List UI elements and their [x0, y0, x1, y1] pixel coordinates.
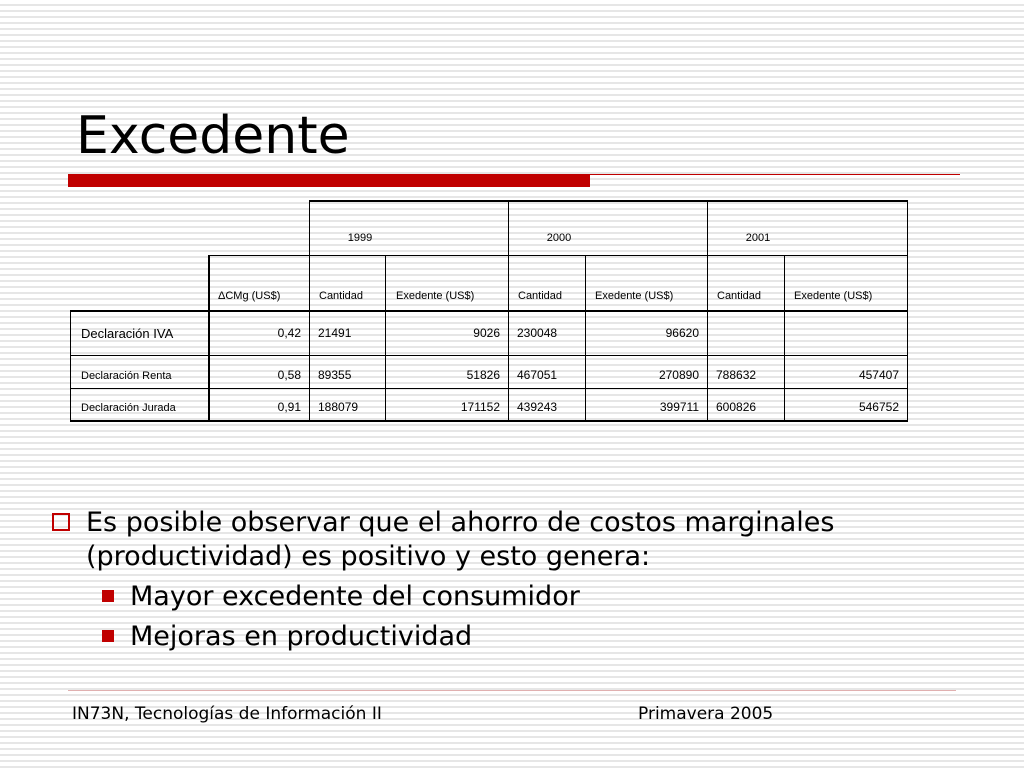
year-header-1999: 1999 [347, 232, 373, 244]
cell-cantidad: 600826 [716, 400, 757, 414]
table-line [70, 355, 908, 356]
header-cantidad-1999: Cantidad [319, 290, 364, 302]
year-header-2001: 2001 [745, 232, 771, 244]
cell-cantidad [708, 322, 784, 344]
slide-title: Excedente [76, 106, 350, 166]
cell-excedente: 96620 [665, 326, 699, 340]
excedente-table [70, 200, 908, 422]
hollow-square-bullet-icon [52, 513, 70, 531]
cell-excedente: 171152 [460, 400, 500, 414]
table-line [208, 255, 908, 256]
bullet-main [50, 506, 1000, 574]
header-cantidad-2000: Cantidad [518, 290, 563, 302]
table-line [70, 420, 908, 422]
header-cmg: ΔCMg (US$) [218, 290, 281, 302]
filled-square-bullet-icon [102, 590, 114, 602]
footer-course: IN73N, Tecnologías de Información II [72, 704, 382, 724]
cell-cantidad: 188079 [318, 400, 359, 414]
cell-cmg: 0,58 [277, 368, 301, 382]
bullet-list [50, 506, 1000, 654]
cell-cmg: 0,42 [277, 326, 301, 340]
cell-cantidad: 467051 [517, 368, 558, 382]
header-excedente-2001: Exedente (US$) [794, 290, 873, 302]
sub-bullet-text: Mayor excedente del consumidor [130, 581, 580, 612]
cell-excedente [785, 322, 907, 344]
cell-cmg: 0,91 [277, 400, 301, 414]
row-label-renta: Declaración Renta [81, 370, 172, 382]
cell-excedente: 51826 [466, 368, 500, 382]
cell-excedente: 399711 [659, 400, 699, 414]
cell-cantidad: 439243 [517, 400, 558, 414]
cell-excedente: 9026 [473, 326, 500, 340]
cell-cantidad: 21491 [318, 326, 352, 340]
header-excedente-1999: Exedente (US$) [396, 290, 475, 302]
cell-cantidad: 89355 [318, 368, 352, 382]
sub-bullet [50, 580, 1000, 614]
cell-excedente: 457407 [858, 368, 899, 382]
header-excedente-2000: Exedente (US$) [595, 290, 674, 302]
table-line [70, 388, 908, 389]
sub-bullet-text: Mejoras en productividad [130, 621, 473, 652]
cell-cantidad: 788632 [716, 368, 757, 382]
table-line [309, 200, 908, 202]
footer-divider [68, 690, 956, 691]
row-label-jurada: Declaración Jurada [81, 402, 176, 414]
table-line [907, 200, 908, 422]
sub-bullet [50, 620, 1000, 654]
cell-cantidad: 230048 [517, 326, 558, 340]
title-underline-thick [68, 175, 590, 187]
bullet-main-text: Es posible observar que el ahorro de costos marginales (productividad) es positivo y esto genera: [86, 507, 835, 572]
cell-excedente: 270890 [658, 368, 699, 382]
table-line [70, 310, 908, 312]
year-header-2000: 2000 [546, 232, 572, 244]
footer-term: Primavera 2005 [638, 704, 774, 724]
header-cantidad-2001: Cantidad [717, 290, 762, 302]
filled-square-bullet-icon [102, 630, 114, 642]
cell-excedente: 546752 [858, 400, 899, 414]
row-label-iva: Declaración IVA [81, 325, 174, 341]
